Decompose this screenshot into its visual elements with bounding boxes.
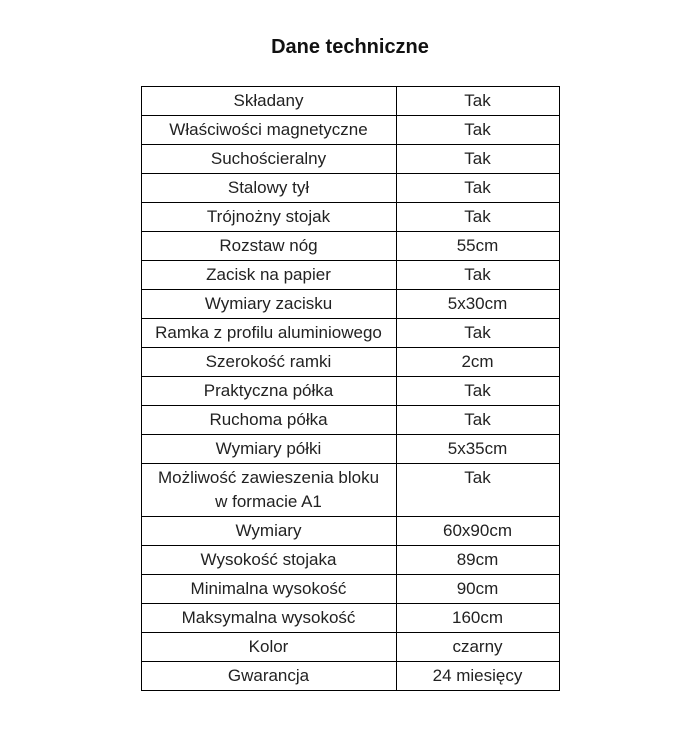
spec-row (141, 406, 559, 435)
spec-row (141, 203, 559, 232)
spec-label-cell: Rozstaw nóg (141, 232, 396, 261)
spec-label-cell: Wysokość stojaka (141, 546, 396, 575)
spec-value-cell: 5x30cm (396, 290, 559, 319)
spec-label-cell: Stalowy tył (141, 174, 396, 203)
spec-label-cell: Możliwość zawieszenia bloku w formacie A1 (141, 464, 396, 517)
spec-label-cell: Wymiary (141, 517, 396, 546)
page-title: Dane techniczne (271, 36, 429, 58)
spec-value-cell: Tak (396, 261, 559, 290)
spec-row (141, 290, 559, 319)
spec-label-cell: Maksymalna wysokość (141, 604, 396, 633)
spec-label-cell: Gwarancja (141, 662, 396, 691)
spec-label-cell: Kolor (141, 633, 396, 662)
spec-label-cell: Praktyczna półka (141, 377, 396, 406)
spec-value-cell: 24 miesięcy (396, 662, 559, 691)
spec-row (141, 348, 559, 377)
spec-row (141, 464, 559, 517)
spec-label-cell: Trójnożny stojak (141, 203, 396, 232)
spec-value-cell: Tak (396, 203, 559, 232)
spec-value-cell: Tak (396, 145, 559, 174)
spec-value-cell: 89cm (396, 546, 559, 575)
spec-value-cell: Tak (396, 319, 559, 348)
spec-value-cell: 55cm (396, 232, 559, 261)
spec-row (141, 517, 559, 546)
spec-value-cell: 90cm (396, 575, 559, 604)
spec-label-cell: Minimalna wysokość (141, 575, 396, 604)
spec-value-cell: 160cm (396, 604, 559, 633)
spec-value-cell: 5x35cm (396, 435, 559, 464)
spec-row (141, 546, 559, 575)
spec-label-cell: Wymiary półki (141, 435, 396, 464)
spec-value-cell: 60x90cm (396, 517, 559, 546)
spec-row (141, 174, 559, 203)
spec-value-cell: Tak (396, 406, 559, 435)
spec-label-cell: Ruchoma półka (141, 406, 396, 435)
spec-value-cell: Tak (396, 116, 559, 145)
spec-label-cell: Ramka z profilu aluminiowego (141, 319, 396, 348)
spec-row (141, 662, 559, 691)
spec-row (141, 261, 559, 290)
spec-label-cell: Wymiary zacisku (141, 290, 396, 319)
spec-value-cell: 2cm (396, 348, 559, 377)
spec-row (141, 87, 559, 116)
spec-label-cell: Suchościeralny (141, 145, 396, 174)
spec-row (141, 377, 559, 406)
spec-row (141, 145, 559, 174)
spec-row (141, 435, 559, 464)
spec-label-cell: Zacisk na papier (141, 261, 396, 290)
spec-value-cell: Tak (396, 377, 559, 406)
spec-value-cell: Tak (396, 174, 559, 203)
spec-row (141, 604, 559, 633)
spec-label-cell: Składany (141, 87, 396, 116)
spec-row (141, 633, 559, 662)
spec-label-cell: Szerokość ramki (141, 348, 396, 377)
spec-row (141, 575, 559, 604)
specs-table (141, 86, 560, 691)
spec-value-cell: Tak (396, 87, 559, 116)
specs-table-body (141, 87, 559, 691)
spec-row (141, 116, 559, 145)
spec-row (141, 319, 559, 348)
spec-value-cell: czarny (396, 633, 559, 662)
spec-row (141, 232, 559, 261)
spec-label-cell: Właściwości magnetyczne (141, 116, 396, 145)
spec-value-cell: Tak (396, 464, 559, 517)
